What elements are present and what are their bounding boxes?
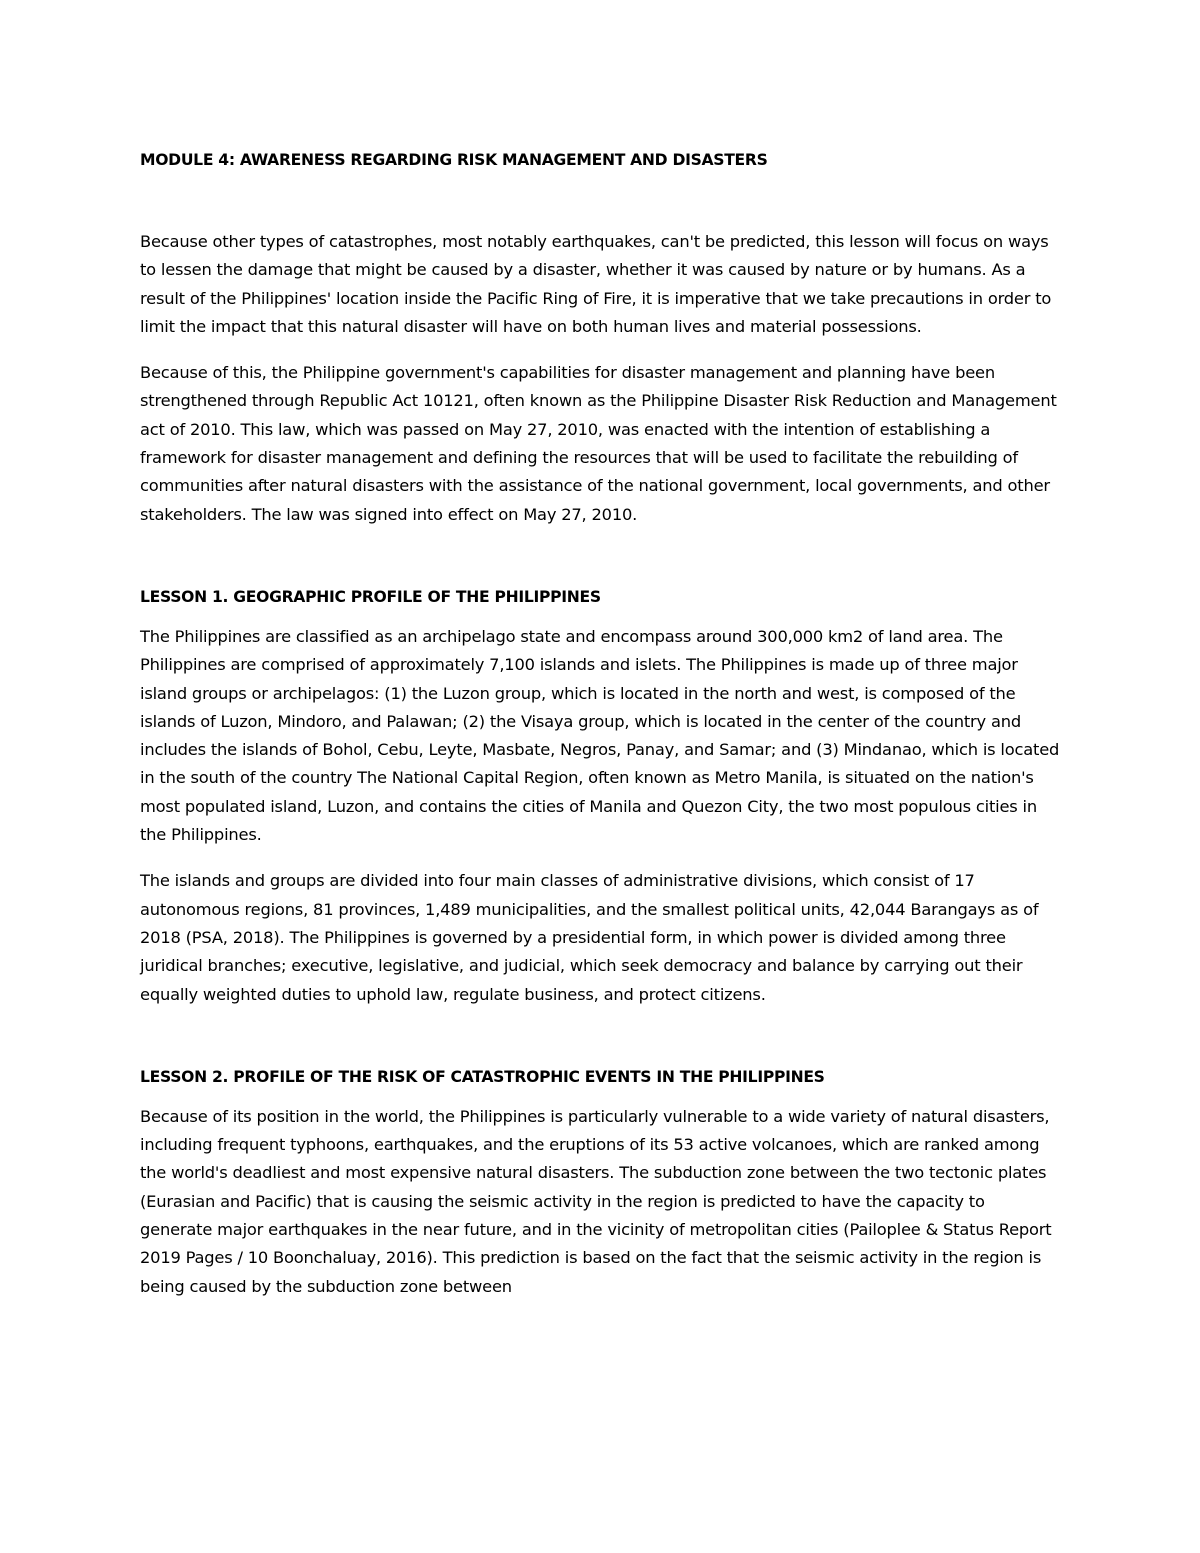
lesson-2-paragraph-1: Because of its position in the world, the Philippines is particularly vulnerable to a wide variety of natural disasters, including frequent typhoons, earthquakes, and the eruptions of its 53 active volcanoes, which are ranked among the world's deadliest and most expensive natural disasters. The subduction zone between the two tectonic plates (Eurasian and Pacific) that is causing the seismic activity in the region is predicted to have the capacity to generate major earthquakes in the near future, and in the vicinity of metropolitan cities (Pailoplee & Status Report 2019 Pages / 10 Boonchaluay, 2016). This prediction is based on the fact that the seismic activity in the region is being caused by the subduction zone between	[140, 1106, 1052, 1296]
lesson-1-paragraph-1: The Philippines are classified as an archipelago state and encompass around 300,000 km2 of land area. The Philippines are comprised of approximately 7,100 islands and islets. The Philippines is made up of three major island groups or archipelagos: (1) the Luzon group, which is located in the north and west, is composed of the islands of Luzon, Mindoro, and Palawan; (2) the Visaya group, which is located in the center of the country and includes the islands of Bohol, Cebu, Leyte, Masbate, Negros, Panay, and Samar; and (3) Mindanao, which is located in the south of the country The National Capital Region, often known as Metro Manila, is situated on the nation's most populated island, Luzon, and contains the cities of Manila and Quezon City, the two most populous cities in the Philippines.	[140, 626, 1060, 845]
module-title: MODULE 4: AWARENESS REGARDING RISK MANAGEMENT AND DISASTERS	[140, 151, 768, 169]
lesson-1-heading: LESSON 1. GEOGRAPHIC PROFILE OF THE PHILIPPINES	[140, 587, 601, 606]
intro-paragraph-1: Because other types of catastrophes, most notably earthquakes, can't be predicted, this lesson will focus on ways to lessen the damage that might be caused by a disaster, whether it was caused by nature or by humans. As a result of the Philippines' location inside the Pacific Ring of Fire, it is imperative that we take precautions in order to limit the impact that this natural disaster will have on both human lives and material possessions.	[140, 232, 1052, 336]
lesson-2-heading: LESSON 2. PROFILE OF THE RISK OF CATASTROPHIC EVENTS IN THE PHILIPPINES	[140, 1067, 825, 1086]
document-body	[140, 146, 1060, 1301]
lesson-1-paragraph-2: The islands and groups are divided into four main classes of administrative divisions, which consist of 17 autonomous regions, 81 provinces, 1,489 municipalities, and the smallest political units, 42,044 Barangays as of 2018 (PSA, 2018). The Philippines is governed by a presidential form, in which power is divided among three juridical branches; executive, legislative, and judicial, which seek democracy and balance by carrying out their equally weighted duties to uphold law, regulate business, and protect citizens.	[140, 871, 1039, 1004]
intro-paragraph-2: Because of this, the Philippine government's capabilities for disaster management and planning have been strengthened through Republic Act 10121, often known as the Philippine Disaster Risk Reduction and Management act of 2010. This law, which was passed on May 27, 2010, was enacted with the intention of establishing a framework for disaster management and defining the resources that will be used to facilitate the rebuilding of communities after natural disasters with the assistance of the national government, local governments, and other stakeholders. The law was signed into effect on May 27, 2010.	[140, 363, 1057, 524]
